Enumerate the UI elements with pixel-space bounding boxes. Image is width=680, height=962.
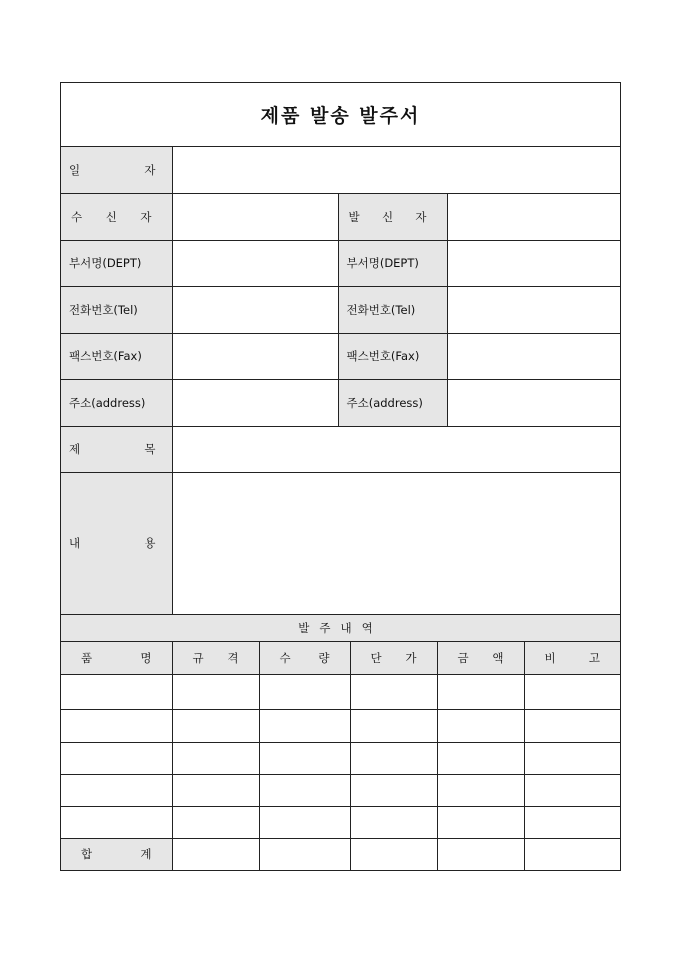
table-row <box>61 674 620 709</box>
sender-value-cell[interactable] <box>447 193 620 240</box>
col-item-name: 품 명 <box>61 641 172 674</box>
item-cell[interactable] <box>350 674 437 709</box>
order-section-title: 발주내역 <box>61 615 620 642</box>
item-cell[interactable] <box>524 709 620 742</box>
table-row <box>61 742 620 774</box>
date-row <box>61 147 620 193</box>
sender-dept-cell[interactable] <box>447 240 620 286</box>
item-cell[interactable] <box>350 774 437 806</box>
item-cell[interactable] <box>172 709 259 742</box>
recipient-fax-cell[interactable] <box>172 333 338 379</box>
total-cell[interactable] <box>524 838 620 870</box>
item-cell[interactable] <box>61 806 172 838</box>
recipient-dept-label: 부서명(DEPT) <box>61 240 172 286</box>
item-cell[interactable] <box>61 709 172 742</box>
order-column-headers <box>61 641 620 674</box>
sender-tel-cell[interactable] <box>447 286 620 333</box>
col-spec: 규 격 <box>172 641 259 674</box>
total-cell[interactable] <box>350 838 437 870</box>
item-cell[interactable] <box>524 742 620 774</box>
total-row <box>61 838 620 870</box>
table-row <box>61 774 620 806</box>
party-row <box>61 193 620 240</box>
item-cell[interactable] <box>437 742 524 774</box>
recipient-address-label: 주소(address) <box>61 379 172 426</box>
item-cell[interactable] <box>172 742 259 774</box>
item-cell[interactable] <box>437 674 524 709</box>
content-value-cell[interactable] <box>172 472 620 614</box>
item-cell[interactable] <box>350 742 437 774</box>
sender-fax-cell[interactable] <box>447 333 620 379</box>
order-form <box>60 82 621 871</box>
date-value-cell[interactable] <box>172 147 620 193</box>
tel-row <box>61 286 620 333</box>
content-row <box>61 472 620 614</box>
table-row <box>61 806 620 838</box>
subject-label: 제 목 <box>61 426 172 472</box>
table-row <box>61 709 620 742</box>
item-cell[interactable] <box>259 806 350 838</box>
total-cell[interactable] <box>172 838 259 870</box>
item-cell[interactable] <box>61 674 172 709</box>
recipient-value-cell[interactable] <box>172 193 338 240</box>
info-table <box>61 147 620 615</box>
recipient-tel-cell[interactable] <box>172 286 338 333</box>
recipient-label: 수 신 자 <box>61 193 172 240</box>
item-cell[interactable] <box>172 806 259 838</box>
col-amount: 금 액 <box>437 641 524 674</box>
item-cell[interactable] <box>524 774 620 806</box>
total-label: 합 계 <box>61 838 172 870</box>
order-items-table <box>61 615 620 871</box>
item-cell[interactable] <box>524 806 620 838</box>
recipient-fax-label: 팩스번호(Fax) <box>61 333 172 379</box>
subject-value-cell[interactable] <box>172 426 620 472</box>
document-title: 제품 발송 발주서 <box>260 105 421 127</box>
item-cell[interactable] <box>172 774 259 806</box>
date-label: 일 자 <box>61 147 172 193</box>
subject-row <box>61 426 620 472</box>
fax-row <box>61 333 620 379</box>
order-section-header <box>61 615 620 642</box>
item-cell[interactable] <box>437 774 524 806</box>
item-cell[interactable] <box>524 674 620 709</box>
total-cell[interactable] <box>437 838 524 870</box>
recipient-tel-label: 전화번호(Tel) <box>61 286 172 333</box>
sender-dept-label: 부서명(DEPT) <box>338 240 447 286</box>
item-cell[interactable] <box>437 709 524 742</box>
sender-address-cell[interactable] <box>447 379 620 426</box>
dept-row <box>61 240 620 286</box>
item-cell[interactable] <box>350 806 437 838</box>
sender-label: 발 신 자 <box>338 193 447 240</box>
item-cell[interactable] <box>61 742 172 774</box>
col-note: 비 고 <box>524 641 620 674</box>
recipient-address-cell[interactable] <box>172 379 338 426</box>
item-cell[interactable] <box>259 774 350 806</box>
title-row <box>61 83 620 147</box>
content-label: 내 용 <box>61 472 172 614</box>
address-row <box>61 379 620 426</box>
item-cell[interactable] <box>350 709 437 742</box>
item-cell[interactable] <box>437 806 524 838</box>
total-cell[interactable] <box>259 838 350 870</box>
recipient-dept-cell[interactable] <box>172 240 338 286</box>
sender-address-label: 주소(address) <box>338 379 447 426</box>
sender-tel-label: 전화번호(Tel) <box>338 286 447 333</box>
col-quantity: 수 량 <box>259 641 350 674</box>
sender-fax-label: 팩스번호(Fax) <box>338 333 447 379</box>
col-unit-price: 단 가 <box>350 641 437 674</box>
item-cell[interactable] <box>259 674 350 709</box>
item-cell[interactable] <box>61 774 172 806</box>
item-cell[interactable] <box>259 742 350 774</box>
item-cell[interactable] <box>172 674 259 709</box>
item-cell[interactable] <box>259 709 350 742</box>
